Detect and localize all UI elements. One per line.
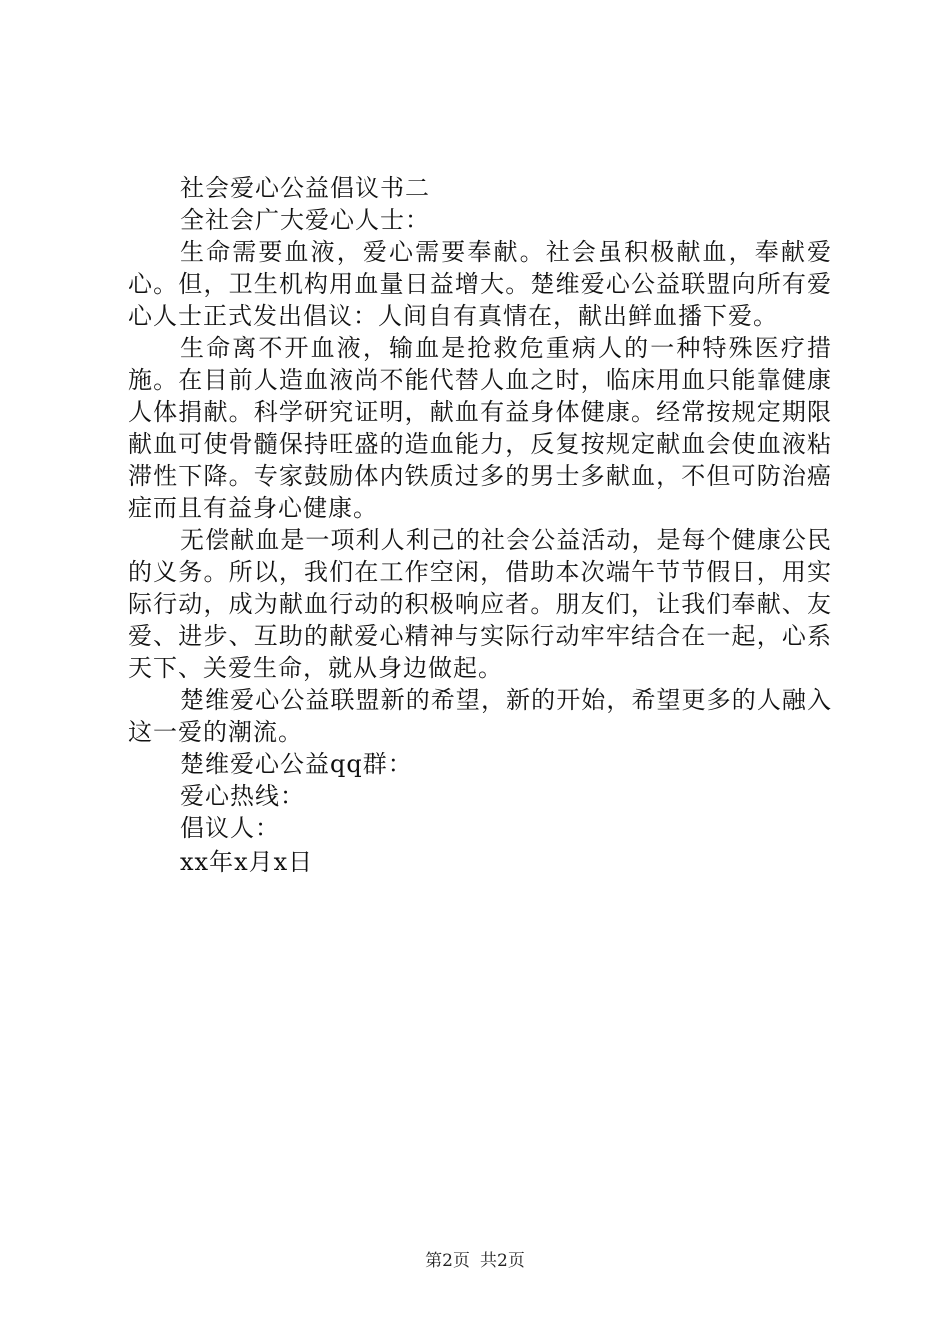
page-footer xyxy=(0,1250,950,1272)
document-title: 社会爱心公益倡议书二 xyxy=(180,174,430,202)
date-line: xx年x月x日 xyxy=(180,848,314,876)
proposer-line: 倡议人： xyxy=(180,814,280,842)
page-number-total: 共2页 xyxy=(480,1251,525,1271)
qq-group-line: 楚维爱心公益qq群： xyxy=(180,750,413,778)
page-number-current: 第2页 xyxy=(425,1251,470,1271)
salutation: 全社会广大爱心人士： xyxy=(180,206,430,234)
paragraph-4: 楚维爱心公益联盟新的希望，新的开始，希望更多的人融入这一爱的潮流。 xyxy=(128,686,832,746)
paragraph-1: 生命需要血液，爱心需要奉献。社会虽积极献血，奉献爱心。但，卫生机构用血量日益增大。楚维爱心公益联盟向所有爱心人士正式发出倡议：人间自有真情在，献出鲜血播下爱。 xyxy=(128,238,832,330)
document-body xyxy=(128,172,832,878)
hotline-line: 爱心热线： xyxy=(180,782,305,810)
paragraph-2: 生命离不开血液，输血是抢救危重病人的一种特殊医疗措施。在目前人造血液尚不能代替人血之时，临床用血只能靠健康人体捐献。科学研究证明，献血有益身体健康。经常按规定期限献血可使骨髓保持旺盛的造血能力，反复按规定献血会使血液粘滞性下降。专家鼓励体内铁质过多的男士多献血，不但可防治癌症而且有益身心健康。 xyxy=(128,334,832,522)
paragraph-3: 无偿献血是一项利人利己的社会公益活动，是每个健康公民的义务。所以，我们在工作空闲，借助本次端午节节假日，用实际行动，成为献血行动的积极响应者。朋友们，让我们奉献、友爱、进步、互助的献爱心精神与实际行动牢牢结合在一起，心系天下、关爱生命，就从身边做起。 xyxy=(128,526,832,682)
